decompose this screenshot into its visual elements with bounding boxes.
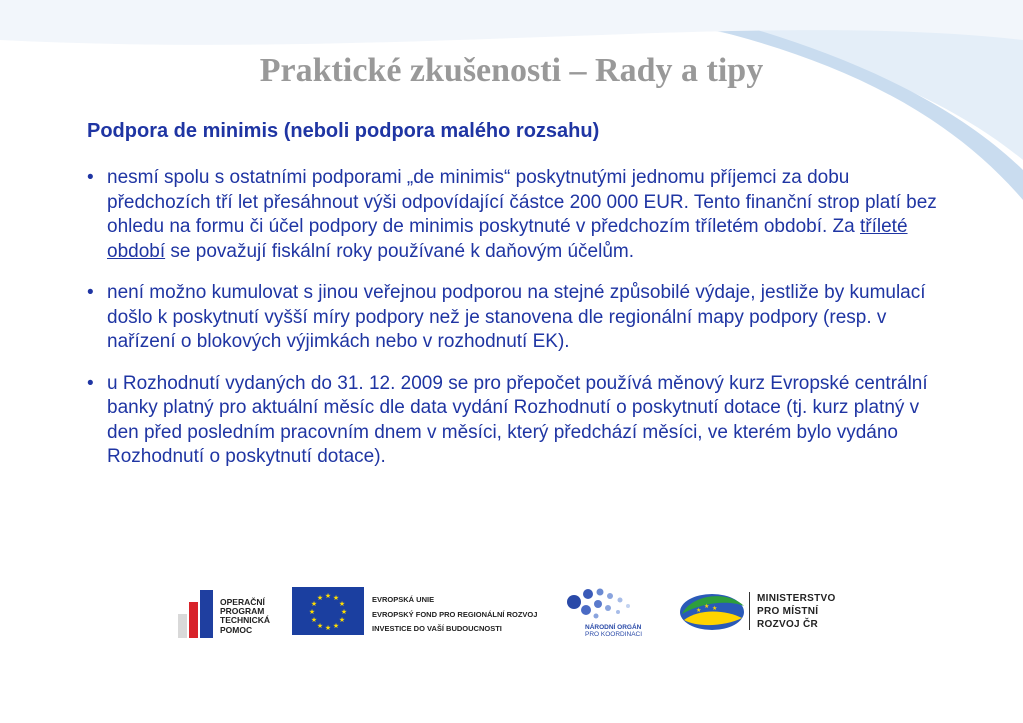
- svg-text:★: ★: [316, 622, 324, 630]
- mmr-divider: [749, 592, 750, 630]
- mmr-logo-text: MINISTERSTVO PRO MÍSTNÍ ROZVOJ ČR: [757, 593, 836, 630]
- narodni-organ-text: NÁRODNÍ ORGÁN PRO KOORDINACI: [585, 624, 643, 638]
- bullet-text: se považují fiskální roky používané k daňovým účelům.: [165, 240, 635, 262]
- bullet-list: [87, 166, 937, 487]
- svg-text:★: ★: [316, 594, 324, 602]
- bullet-dot: •: [87, 167, 94, 188]
- op-logo-text: OPERAČNÍ PROGRAM TECHNICKÁ POMOC: [220, 597, 271, 635]
- mmr-emblem-icon: [678, 588, 746, 634]
- footer-logos: [0, 582, 1023, 642]
- svg-text:★: ★: [338, 616, 346, 624]
- svg-text:★: ★: [696, 607, 702, 614]
- triennial-period-link[interactable]: tříleté období: [107, 216, 908, 262]
- svg-text:★: ★: [332, 594, 340, 602]
- svg-text:★: ★: [332, 622, 340, 630]
- slide-title: Praktické zkušenosti – Rady a tipy: [259, 52, 764, 89]
- svg-text:★: ★: [324, 624, 332, 632]
- svg-text:★: ★: [324, 592, 332, 600]
- svg-text:★: ★: [712, 605, 718, 612]
- bullet-text: není možno kumulovat s jinou veřejnou podporou na stejné způsobilé výdaje, jestliže by kumulací došlo k poskytnutí vyšší míry podpory než je stanovena dle regionální mapy podpory (resp. v nařízení o blokových výjimkách nebo v rozhodnutí EK).: [107, 282, 926, 352]
- slide-subtitle: Podpora de minimis (neboli podpora malého rozsahu): [87, 120, 600, 142]
- eu-flag-icon: [292, 587, 364, 635]
- svg-text:★: ★: [308, 608, 316, 616]
- svg-text:★: ★: [704, 603, 710, 610]
- svg-text:★: ★: [310, 600, 318, 608]
- svg-text:★: ★: [310, 616, 318, 624]
- op-bars-icon: [178, 586, 216, 638]
- bullet-dot: •: [87, 372, 94, 394]
- svg-text:★: ★: [340, 608, 348, 616]
- bullet-text: nesmí spolu s ostatními podporami „de minimis“ poskytnutými jednomu příjemci za dobu předchozích tří let přesáhnout výši odpovídající částce 200 000 EUR. Tento finanční strop platí bez ohledu na formu či účel podpory de minimis poskytnuté v předchozím tříletém období. Za: [107, 167, 937, 237]
- svg-text:★: ★: [338, 600, 346, 608]
- eu-logo-text: EVROPSKÁ UNIE EVROPSKÝ FOND PRO REGIONÁLNÍ ROZVOJ INVESTICE DO VAŠÍ BUDOUCNOSTI: [372, 595, 538, 633]
- bullet-item-3: [87, 372, 937, 470]
- bullet-item-2: [87, 281, 937, 355]
- bullet-item-1: [87, 166, 937, 264]
- bullet-dot: •: [87, 282, 94, 303]
- bullet-text: u Rozhodnutí vydaných do 31. 12. 2009 se pro přepočet používá měnový kurz Evropské centrální banky platný pro aktuální měsíc dle data vydání Rozhodnutí o poskytnutí dotace (tj. kurz platný v den před posledním pracovním dnem v měsíci, který předchází měsíci, ve kterém bylo vydáno Rozhodnutí o poskytnutí dotace).: [107, 372, 928, 467]
